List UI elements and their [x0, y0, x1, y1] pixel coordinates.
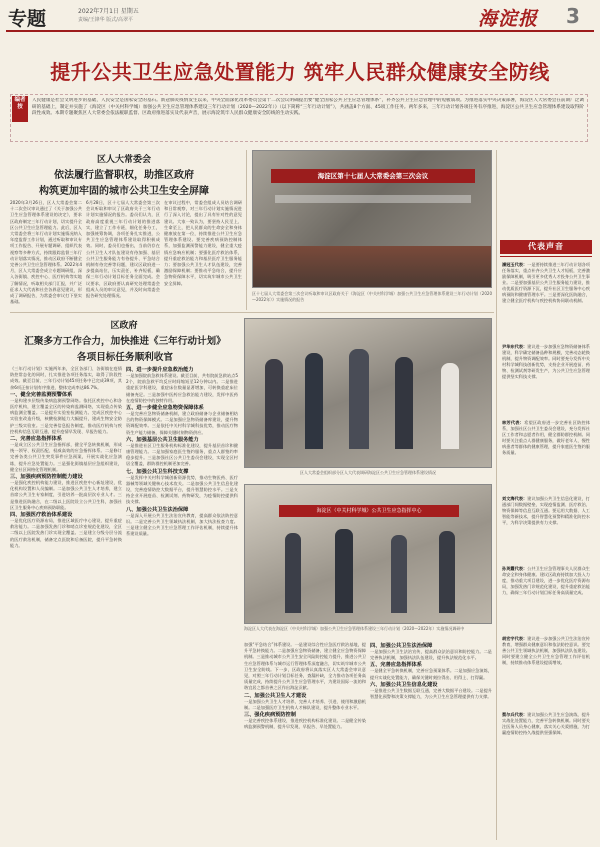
story1-column-c: 在审议过程中，常委会组成人员结合调研和日常观察，对三年行动计划实施情况进行了深入讨论，提出了具有针对性的意见建议。大家一致认为，要坚持人民至上、生命至上，把人民群众的生命安全和身体健康放在第一位，持续推进公共卫生应急管理体系建设。要完善疾病预防控制体系，加强监测预警能力建设，健全重大疫情应急响应机制；要强化医疗救治体系，提升重症救治能力和基层医疗卫生服务能力；要加强公共卫生人才队伍建设，完善激励保障机制；要推动平急结合，提升应急物资保障水平，切实筑牢城市公共卫生安全屏障。 — [164, 200, 242, 286]
voice-text: 建议进一步加强应急物资储备体系建设，科学确定储备品种和规模，完善动态轮换机制，提升物资调配效率。同时要充分发挥中关村科学城科技创新优势，支持企业开展疫苗、药物、检测试剂等研发生产，为公共卫生应急管理提供坚实科技支撑。 — [502, 344, 590, 379]
photo3-caption: 海淀区人大代表在海淀区（中关村科学城）加强公共卫生应急管理体系建设三年行动计划（2020—2022年）实施情况调研中 — [244, 626, 465, 631]
photo2-caption: 区人大常委会组织部分区人大代表调研海淀区公共卫生应急管理体系建设情况 — [300, 470, 436, 475]
section-body: 一是加强公共卫生法治宣传，提高群众法治意识和防控能力。二是完善执法机制，加强执法队伍建设，提升执法规范化水平。 — [370, 649, 492, 661]
newspaper-logo: 海淀报 — [478, 8, 539, 30]
section-heading: 八、加强公共卫生法治保障 — [126, 506, 189, 513]
section-body: 加强“平急结合”体系建设。一是建设综合性应急医疗救治基地，提升平急转换能力。二是加强应急物资储备，建立健全应急物资保障机制。三是推动城市公共卫生安全风险防控能力提升，推进公共卫生应急管理体系与城市运行管理体系深度融合，切实筑牢城市公共卫生安全防线。下一步，区政府将认真落实区人大常委会审议意见，对照三年行动计划目标任务，查漏补缺，全力推动各项任务高质量完成，持续提升公共卫生应急管理水平，为建设国际一流的和谐宜居之都首善之区作出海淀贡献。 — [244, 642, 366, 691]
story2-column-b — [126, 366, 238, 842]
section-body: 一是推进公共卫生数据互联互通，完善大数据平台建设。二是提升智慧化预警和决策支撑能力，为公共卫生应急管理提供有力支撑。 — [370, 687, 492, 700]
dateline: 2022年7月1日 星期五 — [78, 8, 139, 15]
story1-headline-line2: 构筑更加牢固的城市公共卫生安全屏障 — [39, 186, 209, 197]
voice-name: 尹华东代表： — [502, 344, 528, 349]
editor-note-text: 人民健康是社会文明进步的基础，人民安全是国家安全的基石。新冠肺炎疫情发生以来，中央全面深化改革委员会第十二次会议明确提出要“健全国家公共卫生应急管理体系”，补齐公共卫生应急管理中的短板弱项。为推进落实中央决策部署，海淀区人大常委会在前期广泛调研的基础上，制定并实施了《海淀区（中关村科学城）加强公共卫生应急管理体系建设三年行动计划（2020—2022年）》（以下简称“三年行动计划”），共涵盖8个方面、45项工作任务。两年多来，三年行动计划各项任务有序推进，海淀区公共卫生应急管理体系建设取得阶段性成效。本期专题聚焦区人大常委会依法履职监督、区政府推进落实及代表声音，展示海淀筑牢人民群众健康安全防线的生动实践。 — [32, 98, 584, 117]
section-heading: 二、完善应急指挥体系 — [10, 436, 62, 443]
main-headline: 提升公共卫生应急处置能力 筑牢人民群众健康安全防线 — [50, 60, 550, 84]
section-heading: 二、加强公共卫生人才建设 — [244, 692, 307, 699]
story2-intro: 《三年行动计划》实施两年来，全区各部门、各街镇在疫情防控常态化的同时，扎实推进各项任务落实，取得了阶段性成效。截至目前，三年行动计划45项任务中已完成39项，其余6项正按计划有序推进，整体完成率达86.7%。 — [10, 366, 122, 390]
voice-name: 胡宏宇代表： — [502, 636, 528, 641]
voice-text: 建议加强公共卫生应急演练，提升实战化处置能力，完善平急转换机制。同时要关注医务人员身心健康，落实关心关爱措施，为打赢疫情防控持久战提供坚强保障。 — [502, 712, 590, 735]
editor-note-tag: 编者按 — [12, 96, 28, 122]
voice-name: 潘冠玉代表： — [502, 262, 528, 267]
section-body: 一是强化疾控机构能力建设，推进区疾控中心新址建设，优化机构设置和人员编制。二是加强公共卫生人才培养，建立首席公共卫生专家制度，引进培养一批高层次专业人才。三是推进医防融合，在二级以上医院设立公共卫生科，加强社区卫生服务中心疾病预防职能。 — [10, 480, 122, 510]
voice-item — [502, 566, 590, 632]
photo1-caption: 区十七届人大常委会第三次会议听取和审议区政府关于《海淀区（中关村科学城）加强公共卫生应急管理体系建设三年行动计划（2020—2022年）》实施情况的报告 — [252, 291, 492, 302]
story1-column-a: 2020年3月26日，区人大常委会第二十二次会议审议通过了《关于加强公共卫生应急管理体系建设的决定》，要求区政府制定三年行动计划，切实提升全区公共卫生应急管理能力。此后，区人大常委会将三年行动计划实施情况纳入年度监督工作计划，通过听取和审议专项工作报告、开展专题调研、组织代表视察等多种方式，持续跟踪监督三年行动计划落实情况，推动区政府不断健全完善公共卫生应急管理体系。2022年4月，区人大常委会成立专题调研组，深入各街镇、疾控中心、医疗机构等实地了解情况，听取相关部门汇报，并广泛征求人大代表和社会各界意见建议，形成了调研报告，为常委会审议打下坚实基础。 — [10, 200, 82, 305]
voice-name: 孙英霞代表： — [502, 566, 528, 571]
section-heading: 五、完善应急指挥体系 — [370, 662, 422, 669]
story1-kicker: 区人大常委会 — [96, 155, 151, 165]
voice-item — [502, 636, 590, 708]
section-body: 一是健全平急转换机制，完善应急预案体系。二是加强应急演练，提升实战化处置能力，确保关键时刻拉得出、用得上、打得赢。 — [370, 668, 492, 680]
section-body: 一是优化医疗资源布局，推进区域医疗中心建设，提升重症救治能力。二是加强发热门诊和哨点诊室规范化建设，全区二级以上医院发热门诊实现全覆盖。三是建立分级分层分流的医疗救治机制，储备定点医院和后备医院，提升平急转换能力。 — [10, 518, 122, 548]
story2-column-d — [370, 642, 492, 842]
voices-rule — [500, 256, 592, 257]
section-heading: 四、进一步提升应急救治能力 — [126, 367, 194, 373]
voice-text: 建议加强公共卫生信息化建设，打通部门间数据壁垒，实现疫情监测、医疗救治、物资保障等信息互联互通。要运用大数据、人工智能等新技术，提升智慧化预警和精准化防控水平，为科学决策提供有力支撑。 — [502, 496, 590, 525]
section-body: 一是完善应急物资储备机制，建立政府储备与企业储备相结合的物资保障模式。二是加强应急物资储备库建设，提升物资调配效率。三是依托中关村科学城科技优势，推动医疗物资生产能力储备，保障关键时刻物资供应。 — [126, 411, 238, 435]
story1-headline-line1: 依法履行监督职权，助推区政府 — [54, 170, 194, 181]
section-name: 专题 — [8, 8, 47, 30]
section-heading: 五、进一步健全应急物资保障体系 — [126, 405, 204, 412]
section-body: 一是完善疾控体系建设，推进疾控机构标准化建设。二是健全传染病监测预警机制，提升早发现、早报告、早处置能力。 — [244, 718, 366, 730]
voice-text: 希望区政府进一步完善社区防控体系，加强社区公共卫生委员会建设，充分发挥社区工作者和志愿者作用，健全群防群控机制。同时要关注重点人群健康服务，做好老年人、慢性病患者等群体的健康管理，提升家庭医生签约服务质量。 — [502, 420, 590, 455]
section-body: 一是构建多层级传染病监测预警网络。依托区疾控中心和各医疗机构，建立覆盖全区的传染病监测网络，实现重点传染病监测全覆盖。二是提升实验室检测能力。完成区疾控中心实验室改造升级，核酸检测能力大幅提升，建成生物安全防护三级实验室。三是完善信息报告制度，推动医疗机构与疾控机构信息互联互通，提升疫情早发现、早报告能力。 — [10, 397, 122, 434]
section-heading: 三、强化疾病预防控制 — [244, 712, 296, 719]
voice-item — [502, 262, 590, 340]
story-divider — [10, 312, 494, 313]
voice-item — [502, 496, 590, 562]
voice-text: 建议进一步加强公共卫生法治宣传教育，增强群众健康意识和依法防控意识。要完善公共卫生领域执法机制，加强执法队伍建设。同时要建立健全公共卫生应急管理工作评估机制，持续推动体系建设提质增效。 — [502, 636, 590, 665]
section-heading: 七、加强公共卫生科技支撑 — [126, 468, 189, 475]
page-number: 3 — [566, 4, 580, 28]
voice-item — [502, 420, 590, 492]
section-heading: 四、加强医疗救治体系建设 — [10, 512, 73, 519]
story1-column-b: 6月28日，区十七届人大常委会第三次会议听取和审议了区政府关于三年行动计划实施情况的报告。委员们认为，区政府高度重视三年行动计划的推进落实，建立了工作专班，细化任务分工，加强统筹协调，各项任务扎实推进，公共卫生应急管理体系建设取得积极成效。同时，委员们也指出，当前仍存在公共卫生人才队伍建设有待加强、基层公共卫生服务能力有待提升、平急结合机制有待完善等问题，建议区政府进一步提高站位，压实责任，补齐短板，确保三年行动计划目标任务全面完成。会议要求，区政府要认真研究处理常委会组成人员的审议意见，并及时向常委会报告研究处理情况。 — [86, 200, 160, 299]
section-body: 一是加强公共卫生人才培养，完善人才培养、引进、使用和激励机制。二是加强医疗卫生机构人才梯队建设，提升整体专业水平。 — [244, 698, 366, 710]
section-heading: 六、加强公共卫生信息化建设 — [370, 681, 438, 688]
story2-column-a — [10, 366, 122, 842]
voice-name: 林芳代表： — [502, 420, 525, 425]
story2-headline-line1: 汇聚多方工作合力，加快推进《三年行动计划》 — [24, 336, 226, 347]
voice-item — [502, 712, 590, 840]
voices-header: 代表声音 — [500, 240, 592, 254]
masthead-rule — [6, 30, 594, 32]
section-body: 一是深入开展公共卫生法治宣传教育，提高群众依法防控意识。二是完善公共卫生领域执法机制，加大执法检查力度。三是建立健全公共卫生应急管理工作评估机制，持续提升体系建设质量。 — [126, 512, 238, 537]
photo-representatives-inspection — [244, 318, 492, 468]
story2-headline-line2: 各项目标任务顺利收官 — [77, 352, 173, 363]
voice-name: 刘文海代表： — [502, 496, 528, 501]
command-center-banner: 海淀区（中关村科学城）公共卫生应急指挥中心 — [279, 505, 459, 517]
section-heading: 一、健全完善监测预警体系 — [10, 391, 73, 398]
photo-command-center — [244, 484, 492, 624]
column-divider — [246, 150, 247, 310]
photo-standing-committee-meeting — [252, 150, 492, 288]
section-body: 一是发挥中关村科学城创新资源优势，推动生物医药、医疗器械等领域关键核心技术攻关。二是加强公共卫生信息化建设，完善疫情防控大数据平台，提升智慧防控水平。三是支持企业开展疫苗、检测试剂、药物研发，为疫情防控提供科技支撑。 — [126, 474, 238, 505]
section-body: 一是加强院前急救体系建设。截至目前，共有院前急救站点52个，院前急救平均反应时间缩短至12分钟以内。二是推进重症医学科建设，重症床位数量显著增加，可转换重症床位储备充足。三是加强中医药应急救治能力建设，发挥中医药在疫情防控中的独特作用。 — [126, 373, 238, 403]
column-divider — [496, 150, 497, 840]
editor-credits: 责编/王锋华 版式/高翠平 — [78, 17, 133, 23]
section-heading: 六、加强基层公共卫生服务能力 — [126, 436, 199, 443]
section-body: 一是推进社区卫生服务机构标准化建设，提升基层首诊和健康管理能力。二是加强家庭医生签约服务，重点人群签约率稳步提升。三是加强社区公共卫生委员会建设，实现全区村居全覆盖，群防群控机制更加完善。 — [126, 442, 238, 467]
section-heading: 三、加强疾病预防控制能力建设 — [10, 474, 83, 481]
meeting-banner: 海淀区第十七届人大常委会第三次会议 — [271, 169, 475, 183]
voice-name: 蔡尔兵代表： — [502, 712, 528, 717]
story2-column-c — [244, 642, 366, 842]
story2-kicker: 区政府 — [110, 321, 138, 331]
voice-text: 一是要持续推进三年行动计划各项任务落实，重点补齐公共卫生人才短板，完善激励保障机制，吸引更多优秀人才投身公共卫生事业。二是要加强基层公共卫生服务能力建设，推动优质医疗资源下沉，提升社区卫生服务中心疾病预防和健康管理水平。三是要深化医防融合，建立健全医疗机构与疾控机构协同联动机制。 — [502, 262, 590, 303]
section-heading: 四、加强公共卫生法治保障 — [370, 643, 433, 649]
voice-item — [502, 344, 590, 416]
voice-text: 公共卫生应急管理事关人民群众生命安全和身体健康。建议区政府持续加大投入力度，推动重大项目建设，进一步优化医疗资源布局，加强发热门诊规范化建设，提升重症救治能力，确保三年行动计划目标任务高质量完成。 — [502, 566, 590, 595]
section-body: 一是成立区公共卫生应急指挥部，健全平急转换机制，形成统一领导、权责匹配、权威高效的应急指挥体系。二是修订完善各类公共卫生突发事件应急预案，开展实战化应急演练，提升应急处置能力。三是强化街镇基层应急组织建设，健全社区网格化管理机制。 — [10, 442, 122, 472]
